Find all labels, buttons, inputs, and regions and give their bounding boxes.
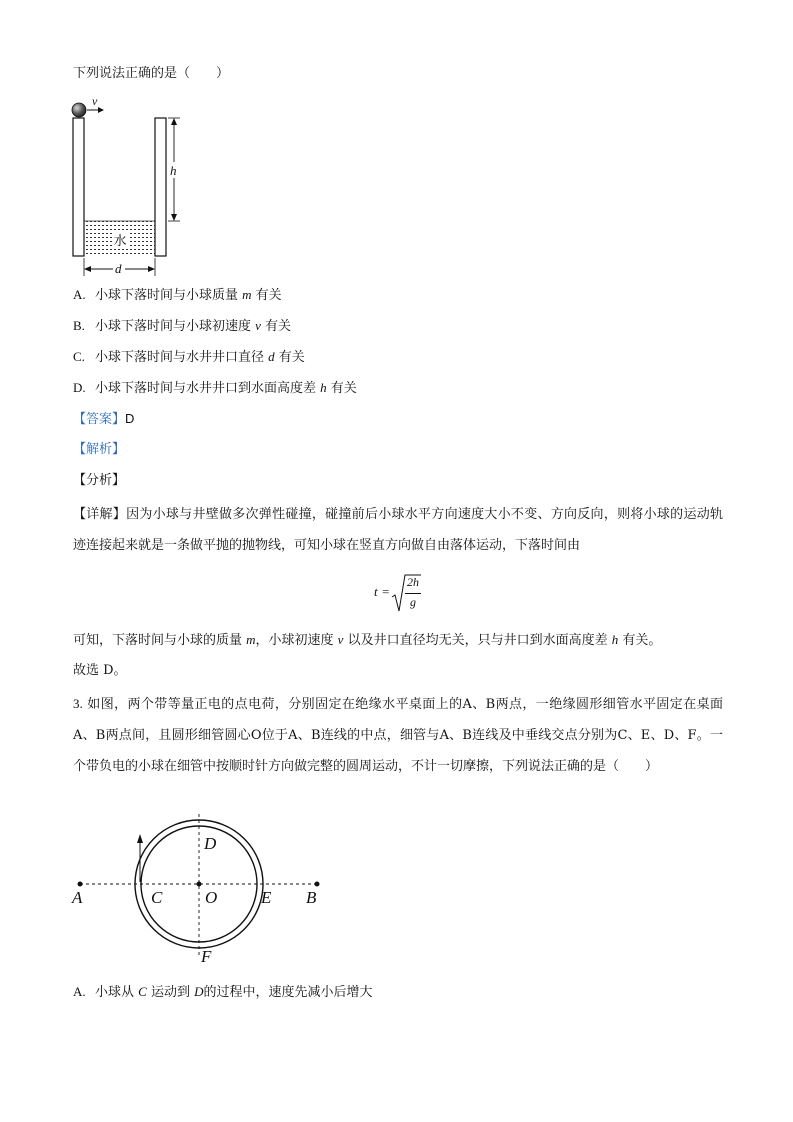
option-c: C. 小球下落时间与水井井口直径 d 有关: [73, 349, 305, 365]
detail-tag: 【详解】: [73, 507, 127, 522]
option-letter: D.: [73, 380, 86, 395]
label-d: D: [204, 834, 217, 853]
q3-stem-text: 如图，两个带等量正电的点电荷，分别固定在绝缘水平桌面上的A、B两点，一绝缘圆形细管水平固定在桌面A、B两点间，且圆形细管圆心O位于A、B连线的中点，细管与A、B连线及中垂线交点分别为C、E、D、F。一个带负电的小球在细管中按顺时针方向做完整的圆周运动，不计一切摩擦，下列说法正确的是（ ）: [73, 697, 723, 774]
point-a: [78, 882, 83, 887]
circle-tube-figure: [68, 812, 330, 968]
formula-denominator: g: [410, 595, 416, 609]
label-f: F: [201, 947, 212, 966]
point-b: [315, 882, 320, 887]
water-label: 水: [113, 233, 127, 248]
height-label: h: [170, 163, 177, 178]
answer-tag: 【答案】: [73, 412, 126, 427]
answer-value: D: [125, 411, 135, 426]
question-prompt: 下列说法正确的是（ ）: [73, 66, 230, 81]
option-d: D. 小球下落时间与水井井口到水面高度差 h 有关: [73, 380, 357, 396]
formula-eq: =: [382, 584, 390, 599]
label-a: A: [72, 888, 83, 907]
fenxi-tag: 【分析】: [73, 473, 126, 488]
label-e: E: [261, 888, 272, 907]
label-o: O: [205, 888, 218, 907]
option-letter: B.: [73, 318, 85, 333]
well-figure: [66, 92, 196, 282]
option-letter: A.: [73, 984, 86, 999]
option-letter: C.: [73, 349, 85, 364]
analysis-tag: 【解析】: [73, 442, 126, 457]
ball: [72, 103, 86, 117]
detail-paragraph: [73, 499, 723, 561]
formula: [374, 573, 434, 617]
answer-line: [73, 409, 134, 430]
conclusion-line: 可知，下落时间与小球的质量 m，小球初速度 v 以及井口直径均无关，只与井口到水面高度差 h 有关。: [73, 632, 662, 648]
point-o: [197, 882, 202, 887]
label-c: C: [151, 888, 163, 907]
q3-stem: [73, 688, 723, 782]
left-wall: [73, 118, 84, 256]
velocity-label: v: [92, 94, 98, 108]
option-b: B. 小球下落时间与小球初速度 v 有关: [73, 318, 292, 334]
q3-option-a: A. 小球从 C 运动到 D的过程中，速度先减小后增大: [73, 984, 373, 1000]
option-letter: A.: [73, 287, 86, 302]
option-a: A. 小球下落时间与小球质量 m 有关: [73, 287, 282, 303]
q3-number: 3.: [73, 696, 83, 711]
label-b: B: [306, 888, 317, 907]
right-wall: [155, 118, 166, 256]
width-label: d: [115, 261, 122, 276]
formula-numerator: 2h: [407, 575, 419, 589]
choice-line: 故选 D。: [73, 663, 127, 678]
detail-text: 因为小球与井壁做多次弹性碰撞，碰撞前后小球水平方向速度大小不变、方向反向，则将小球的运动轨迹连接起来就是一条做平抛的抛物线，可知小球在竖直方向做自由落体运动，下落时间由: [73, 507, 723, 553]
formula-lhs: t: [374, 584, 378, 599]
